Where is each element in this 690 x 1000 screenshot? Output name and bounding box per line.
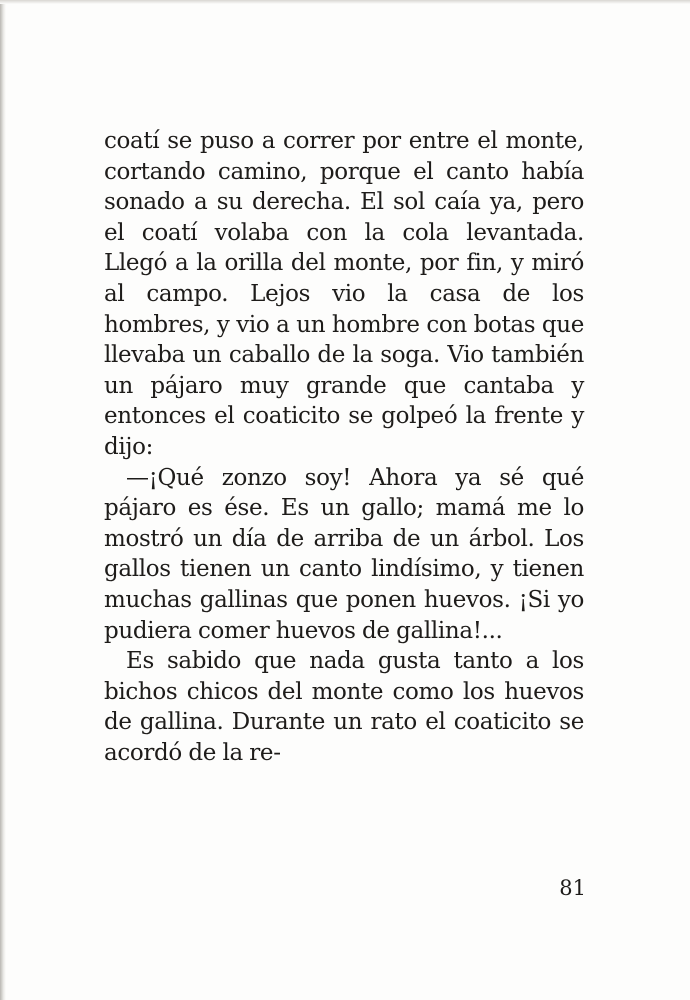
spine-shadow <box>0 0 6 1000</box>
paragraph-3: Es sabido que nada gusta tanto a los bichos chicos del monte como los huevos de gallina. Durante un rato el coaticito se acordó de la re- <box>104 648 584 766</box>
body-text <box>104 126 584 768</box>
paragraph-2: —¡Qué zonzo soy! Ahora ya sé qué pájaro es ése. Es un gallo; mamá me lo mostró un día de arriba de un árbol. Los gallos tienen un canto lindísimo, y tienen muchas gallinas que ponen huevos. ¡Si yo pudiera comer huevos de gallina!... <box>104 464 584 644</box>
page-number: 81 <box>559 876 586 900</box>
page-top-edge <box>0 0 690 4</box>
paragraph-1: coatí se puso a correr por entre el monte, cortando camino, porque el canto había sonado a su derecha. El sol caía ya, pero el coatí volaba con la cola levantada. Llegó a la orilla del monte, por fin, y miró al campo. Lejos vio la casa de los hombres, y vio a un hombre con botas que llevaba un caballo de la soga. Vio también un pájaro muy grande que cantaba y entonces el coaticito se golpeó la frente y dijo: <box>104 128 584 460</box>
